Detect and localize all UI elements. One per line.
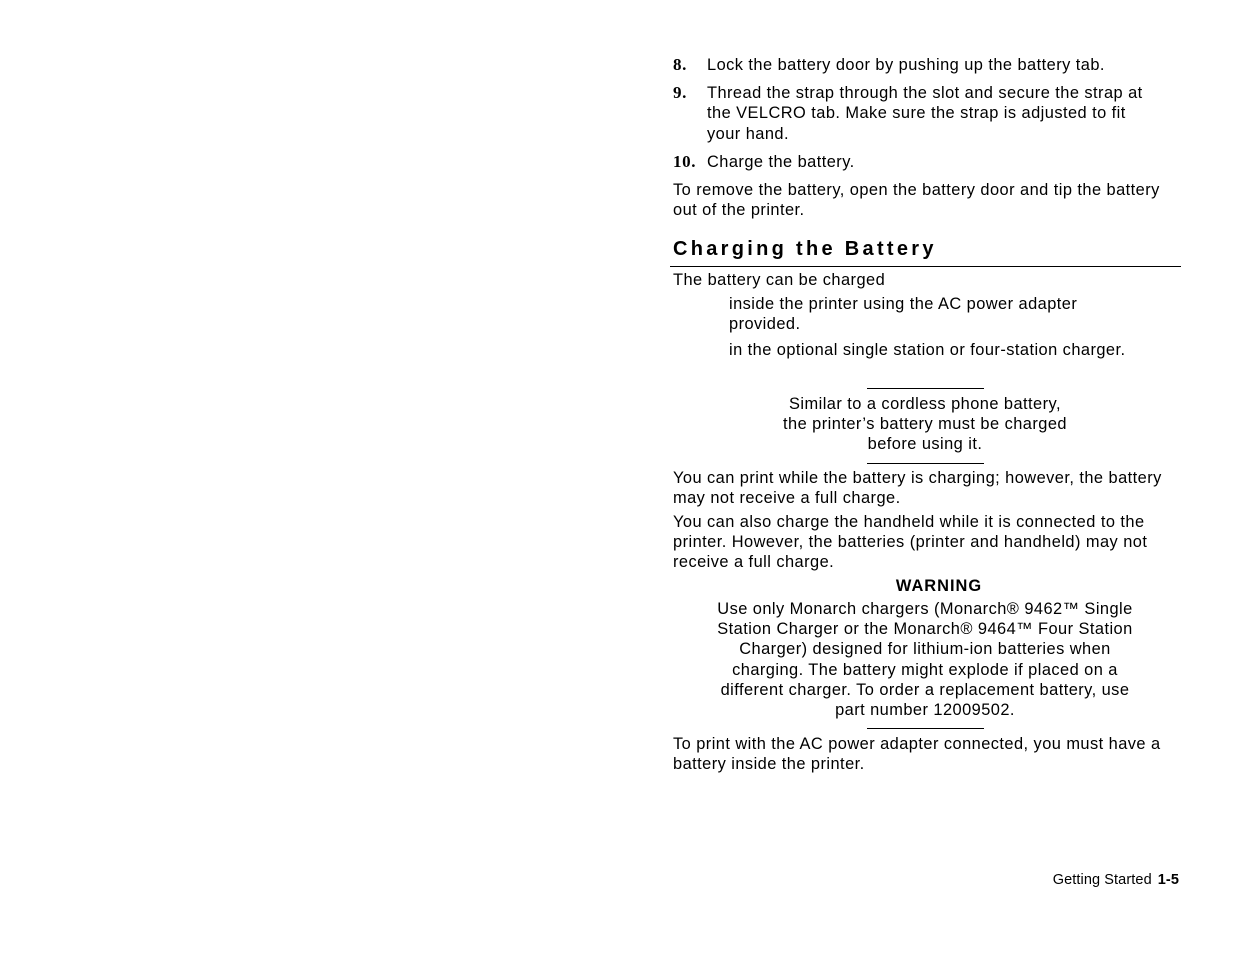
note-rule-top xyxy=(867,388,984,389)
warning-block xyxy=(673,599,1177,720)
warning-line: Use only Monarch chargers (Monarch® 9462™ Single xyxy=(717,600,1133,618)
warning-line: part number 12009502. xyxy=(835,701,1015,720)
charge-option-printer: inside the printer using the AC power adapter provided. xyxy=(729,295,1078,334)
print-while-charging-paragraph: You can print while the battery is charging; however, the battery may not receive a full charge. xyxy=(673,469,1162,508)
ac-adapter-paragraph: To print with the AC power adapter connected, you must have a battery inside the printer. xyxy=(673,735,1161,774)
step-text: Lock the battery door by pushing up the battery tab. xyxy=(707,56,1105,74)
step-text: Charge the battery. xyxy=(707,152,855,171)
step-number: 9. xyxy=(673,83,687,103)
step-text: Thread the strap through the slot and secure the strap at the VELCRO tab. Make sure the strap is adjusted to fit your hand. xyxy=(707,84,1143,143)
steps-block xyxy=(673,55,1181,220)
step-number: 8. xyxy=(673,55,687,74)
warning-line: charging. The battery might explode if placed on a xyxy=(732,660,1118,679)
section-heading: Charging the Battery xyxy=(673,238,937,260)
note-rule-bottom xyxy=(867,463,984,464)
charge-intro: The battery can be charged xyxy=(673,271,886,289)
note-line: the printer’s battery must be charged xyxy=(783,415,1067,434)
warning-title: WARNING xyxy=(895,577,983,595)
step-10 xyxy=(673,152,1181,172)
warning-line: Station Charger or the Monarch® 9464™ Four Station xyxy=(717,620,1133,639)
step-8 xyxy=(673,55,1181,75)
charge-option-charger: in the optional single station or four-station charger. xyxy=(729,341,1126,359)
note-block xyxy=(673,394,1177,455)
warning-line: Charger) designed for lithium-ion batteries when xyxy=(739,640,1111,659)
footer-section: Getting Started xyxy=(1052,872,1152,888)
warning-line: different charger. To order a replacement battery, use xyxy=(720,680,1130,699)
warning-rule-bottom xyxy=(867,728,984,729)
note-line: before using it. xyxy=(867,435,983,454)
page-number: 1-5 xyxy=(1157,872,1179,888)
note-line: Similar to a cordless phone battery, xyxy=(789,395,1061,413)
handheld-charging-paragraph: You can also charge the handheld while it is connected to the printer. However, the batteries (printer and handheld) may not receive a full charge. xyxy=(673,513,1148,572)
heading-rule xyxy=(670,266,1181,267)
page-footer xyxy=(1053,872,1179,888)
step-number: 10. xyxy=(673,151,697,171)
remove-battery-paragraph: To remove the battery, open the battery door and tip the battery out of the printer. xyxy=(673,181,1160,220)
step-9 xyxy=(673,83,1147,144)
